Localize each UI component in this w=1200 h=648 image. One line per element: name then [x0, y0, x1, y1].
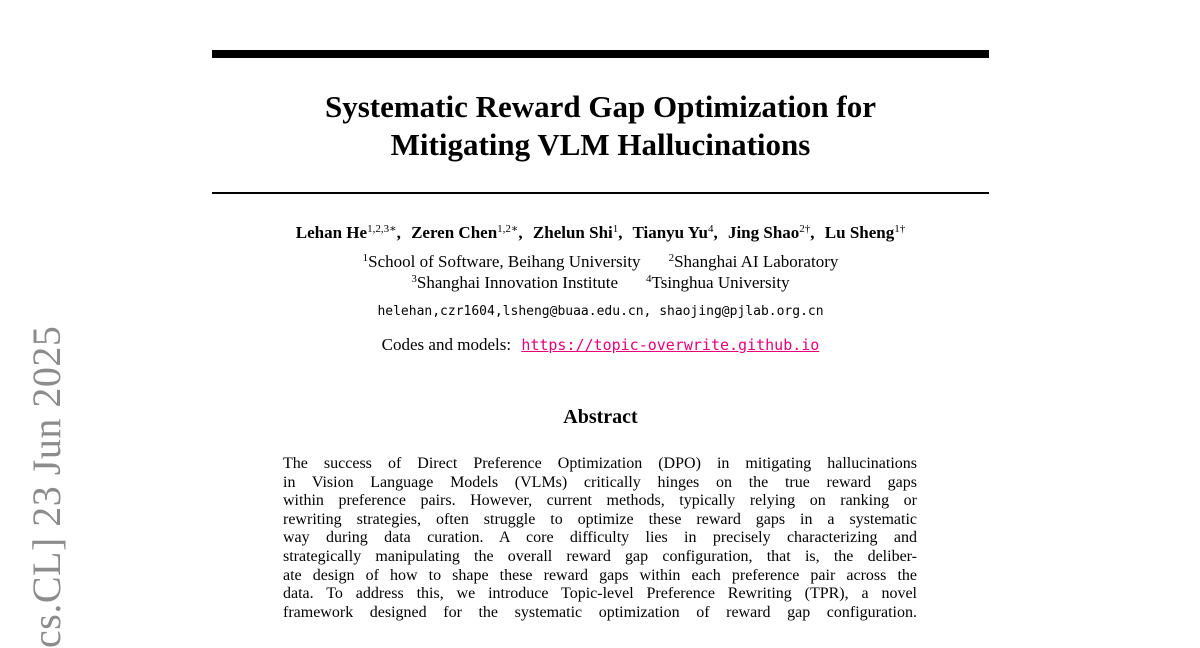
codes-line — [212, 334, 989, 356]
title-bottom-rule — [212, 192, 989, 194]
affiliation-name: Shanghai Innovation Institute — [416, 273, 619, 292]
author-emails: helehan,czr1604,lsheng@buaa.edu.cn, shaojing@pjlab.org.cn — [377, 304, 824, 319]
paper-title-line-1: Systematic Reward Gap Optimization for — [324, 89, 877, 124]
author-list: Lehan $He^{1,2,3∗}$, Zeren Chen$^{1,2∗}$, Zhelun Shi$^1$, Tianyu Yu$^4$, Jing Shao$^{2\dagger}$, Lu Sheng$^{1\dagger}$ — [295, 223, 906, 242]
author — [825, 223, 905, 242]
author-name: Zeren Chen — [411, 223, 498, 242]
arxiv-side-stamp: cs.CL] 23 Jun 2025 — [24, 325, 69, 648]
author-marks: 1,2,3∗ — [367, 223, 397, 235]
affiliation-number: 4 — [646, 273, 652, 285]
author — [728, 223, 810, 242]
abstract-line: framework designed for the systematic optimization of reward gap configuration. — [283, 603, 917, 621]
affiliation-number: 3 — [411, 273, 417, 285]
author-name: Tianyu Yu — [632, 223, 708, 242]
project-url-link[interactable]: https://topic-overwrite.github.io — [521, 336, 820, 354]
author-marks: 2† — [799, 223, 811, 235]
abstract-line: in Vision Language Models (VLMs) critically hinges on the true reward gaps — [283, 473, 917, 491]
abstract-line: ate design of how to shape these reward gaps within each preference pair across the — [283, 566, 917, 584]
title-top-rule — [212, 50, 989, 58]
abstract-line: way during data curation. A core difficulty lies in precisely characterizing and — [283, 529, 917, 547]
abstract-body — [283, 455, 917, 622]
abstract-line: data. To address this, we introduce Topic-level Preference Rewriting (TPR), a novel — [283, 585, 917, 603]
author-marks: 1† — [894, 223, 906, 235]
abstract-line: The success of Direct Preference Optimization (DPO) in mitigating hallucinations — [283, 455, 917, 472]
abstract-heading: Abstract — [563, 406, 638, 428]
author-name: Lu Sheng — [824, 223, 895, 242]
paper-title-line-2: Mitigating VLM Hallucinations — [390, 127, 811, 162]
affiliation-name: School of Software, Beihang University — [368, 252, 641, 271]
affiliations-line-1 — [212, 251, 989, 273]
author-marks: 1,2∗ — [497, 223, 519, 235]
paper-title — [212, 88, 989, 164]
author-marks: 4 — [707, 223, 714, 235]
affiliation-number: 1 — [362, 252, 369, 264]
author-marks: 1 — [612, 223, 619, 235]
author-name: Lehan He — [295, 223, 368, 242]
author — [296, 223, 397, 242]
author — [632, 223, 713, 242]
author-name: Zhelun Shi — [532, 223, 613, 242]
affiliation-name: Tsinghua University — [651, 273, 790, 292]
author — [411, 223, 518, 242]
affiliation-name: Shanghai AI Laboratory — [674, 252, 839, 271]
author — [533, 223, 618, 242]
affiliation-number: 2 — [668, 252, 675, 264]
author-name: Jing Shao — [727, 223, 800, 242]
affiliations-line-2 — [212, 272, 989, 294]
codes-label: Codes and models: — [381, 335, 512, 354]
abstract-line: within preference pairs. However, current methods, typically relying on ranking or — [283, 492, 917, 510]
abstract-line: rewriting strategies, often struggle to optimize these reward gaps in a systematic — [283, 510, 917, 528]
abstract-line: strategically manipulating the overall reward gap configuration, that is, the deliber- — [283, 547, 917, 565]
